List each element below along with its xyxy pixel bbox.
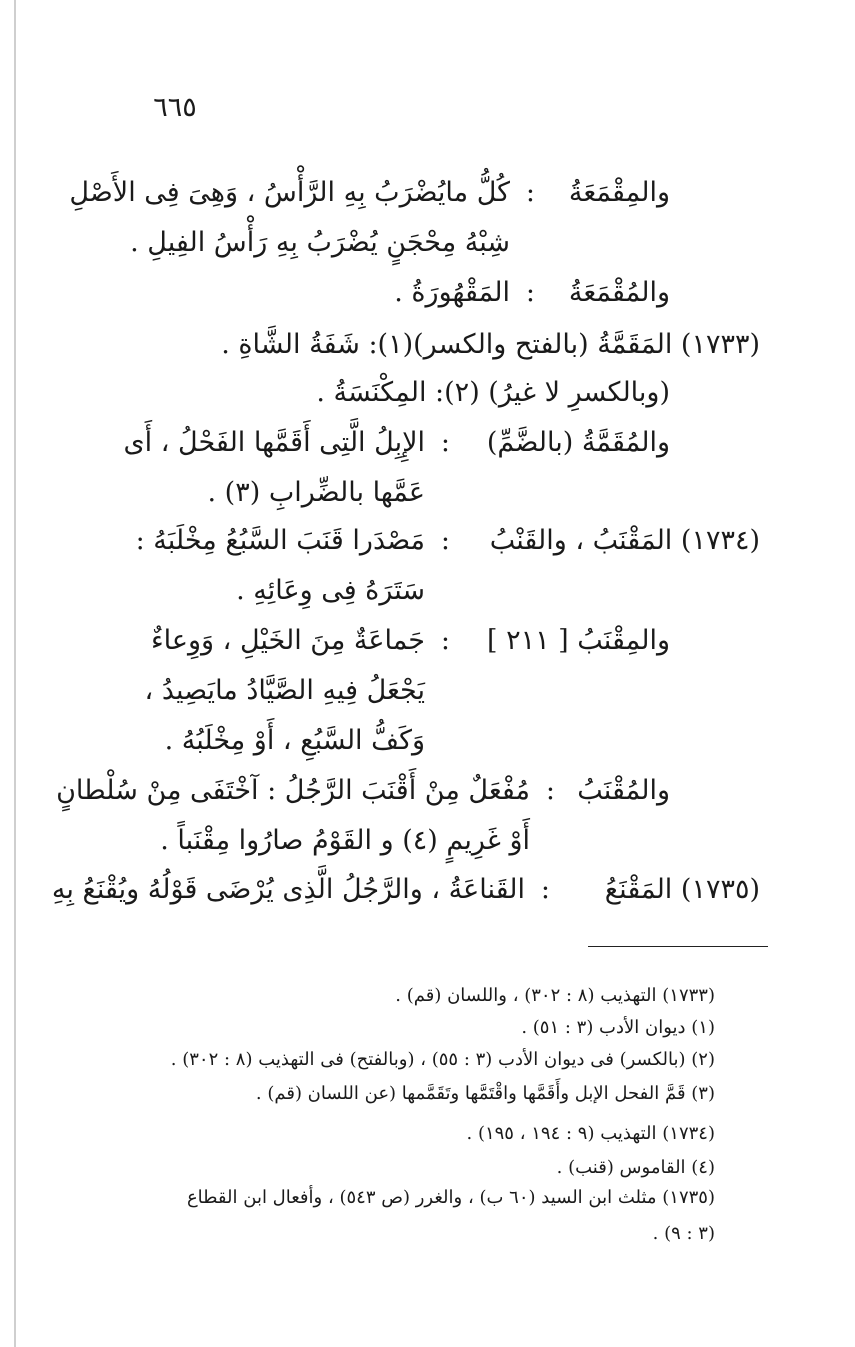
- margin-rule: [14, 0, 16, 1347]
- footnote: (٣) قَمَّ الفحل الإبل وأَقَمَّها واقْتَمَّها وتَقَمَّمها (عن اللسان (قم) .: [255, 1083, 715, 1104]
- entry-separator: :: [440, 625, 450, 656]
- entry-head: والمُقْمَعَةُ: [568, 277, 670, 308]
- entry-head: والمِقْمَعَةُ: [568, 177, 670, 208]
- entry-separator: :: [525, 177, 535, 208]
- entry-separator: :: [525, 277, 535, 308]
- footnote: (٤) القاموس (قنب) .: [556, 1157, 715, 1178]
- entry-definition: مُفْعَلٌ مِنْ أَقْنَبَ الرَّجُلُ : آخْتَفَى مِنْ سُلْطانٍ: [56, 775, 530, 806]
- entry-separator: :: [440, 525, 450, 556]
- page-number: ٦٦٥: [153, 92, 197, 123]
- entry-definition: الإِبِلُ الَّتِى أَقَمَّها الفَحْلُ ، أَى: [123, 427, 425, 458]
- entry-separator: :: [540, 874, 550, 905]
- entry-continuation: يَجْعَلُ فِيهِ الصَّيَّادُ مايَصِيدُ ،: [144, 675, 425, 706]
- footnote: (١٧٣٤) التهذيب (٩ : ١٩٤ ، ١٩٥) .: [466, 1123, 715, 1144]
- entry-head: والمِقْنَبُ [ ٢١١ ]: [486, 625, 670, 656]
- footnote: (١) ديوان الأدب (٣ : ٥١) .: [521, 1017, 715, 1038]
- entry-head: (١٧٣٥) المَقْنَعُ: [604, 874, 760, 905]
- entry-separator: :: [545, 775, 555, 806]
- entry-definition: جَماعَةٌ مِنَ الخَيْلِ ، وَوِعاءٌ: [150, 625, 425, 656]
- entry-head: والمُقَمَّةُ (بالضَّمِّ): [486, 427, 670, 458]
- footnote: (١٧٣٥) مثلث ابن السيد (٦٠ ب) ، والغرر (ص ٥٤٣) ، وأفعال ابن القطاع: [186, 1187, 715, 1208]
- entry-line: (١٧٣٣) المَقَمَّةُ (بالفتح والكسر)(١): شَفَةُ الشَّاةِ .: [221, 329, 760, 360]
- entry-continuation: (وبالكسرِ لا غيرُ) (٢): المِكْنَسَةُ .: [316, 377, 670, 408]
- entry-head: والمُقْنَبُ: [577, 775, 670, 806]
- entry-separator: :: [440, 427, 450, 458]
- entry-definition: المَقْهُورَةُ .: [394, 277, 510, 308]
- entry-definition: القَناعَةُ ، والرَّجُلُ الَّذِى يُرْضَى قَوْلُهُ ويُقْنَعُ بِهِ: [51, 874, 525, 905]
- footnote-rule: [588, 946, 768, 947]
- entry-definition: كُلُّ مايُضْرَبُ بِهِ الرَّأْسُ ، وَهِىَ فِى الأَصْلِ: [69, 177, 510, 208]
- entry-continuation: سَتَرَهُ فِى وِعَائِهِ .: [236, 575, 425, 606]
- entry-definition: مَصْدَرا قَنَبَ السَّبُعُ مِخْلَبَهُ :: [135, 525, 425, 556]
- entry-continuation: عَمَّها بالضِّرابِ (٣) .: [207, 477, 425, 508]
- entry-continuation: وَكَفُّ السَّبُعِ ، أَوْ مِخْلَبُهُ .: [164, 725, 425, 756]
- footnote: (١٧٣٣) التهذيب (٨ : ٣٠٢) ، واللسان (قم) .: [395, 985, 715, 1006]
- footnote: (٢) (بالكسر) فى ديوان الأدب (٣ : ٥٥) ، (وبالفتح) فى التهذيب (٨ : ٣٠٢) .: [170, 1049, 715, 1070]
- entry-continuation: شِبْهُ مِحْجَنٍ يُضْرَبُ بِهِ رَأْسُ الفِيلِ .: [130, 227, 510, 258]
- entry-head: (١٧٣٤) المَقْنَبُ ، والقَنْبُ: [489, 525, 760, 556]
- entry-continuation: أَوْ غَرِيمٍ (٤) و القَوْمُ صارُوا مِقْنَباً .: [160, 825, 530, 856]
- footnote: (٣ : ٩) .: [652, 1223, 715, 1244]
